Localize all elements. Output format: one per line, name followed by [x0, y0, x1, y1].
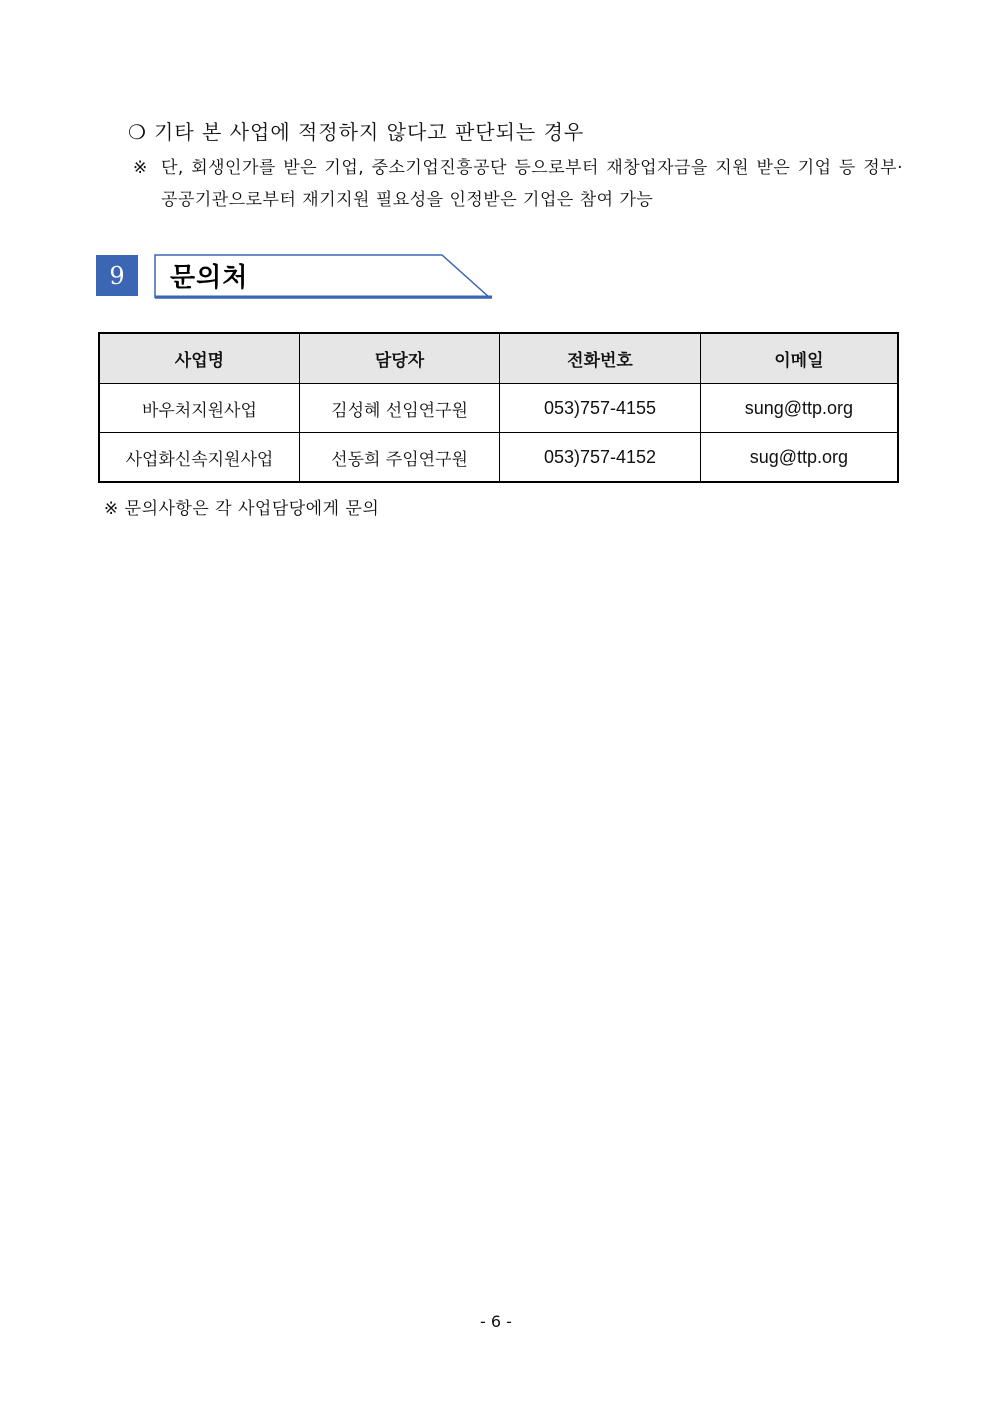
column-header-phone: 전화번호 — [500, 333, 701, 384]
phone-cell: 053)757-4152 — [500, 433, 701, 483]
program-cell: 바우처지원사업 — [99, 384, 299, 433]
column-header-contact-person: 담당자 — [299, 333, 499, 384]
bullet-text: 기타 본 사업에 적정하지 않다고 판단되는 경우 — [154, 120, 585, 144]
note-text: 단, 회생인가를 받은 기업, 중소기업진흥공단 등으로부터 재창업자금을 지원 받은 기업 등 정부·공공기관으로부터 재기지원 필요성을 인정받은 기업은 참여 가능 — [161, 158, 903, 210]
footnote: ※ 문의사항은 각 사업담당에게 문의 — [104, 499, 380, 519]
program-cell: 사업화신속지원사업 — [99, 433, 299, 483]
bullet-item — [128, 116, 584, 145]
table-header-row — [99, 333, 898, 384]
page-number: - 6 - — [480, 1312, 512, 1331]
contact-person-cell: 선동희 주임연구원 — [299, 433, 499, 483]
note-paragraph — [133, 152, 903, 216]
section-title: 문의처 — [170, 263, 249, 293]
email-cell: sung@ttp.org — [700, 384, 898, 433]
circle-bullet-icon: ❍ — [128, 120, 147, 144]
column-header-program: 사업명 — [99, 333, 299, 384]
column-header-email: 이메일 — [700, 333, 898, 384]
table-row — [99, 433, 898, 483]
reference-mark-icon: ※ — [133, 158, 148, 178]
email-cell: sug@ttp.org — [700, 433, 898, 483]
contact-table — [98, 332, 899, 483]
section-number-badge: 9 — [96, 255, 138, 296]
phone-cell: 053)757-4155 — [500, 384, 701, 433]
contact-person-cell: 김성혜 선임연구원 — [299, 384, 499, 433]
table-row — [99, 384, 898, 433]
